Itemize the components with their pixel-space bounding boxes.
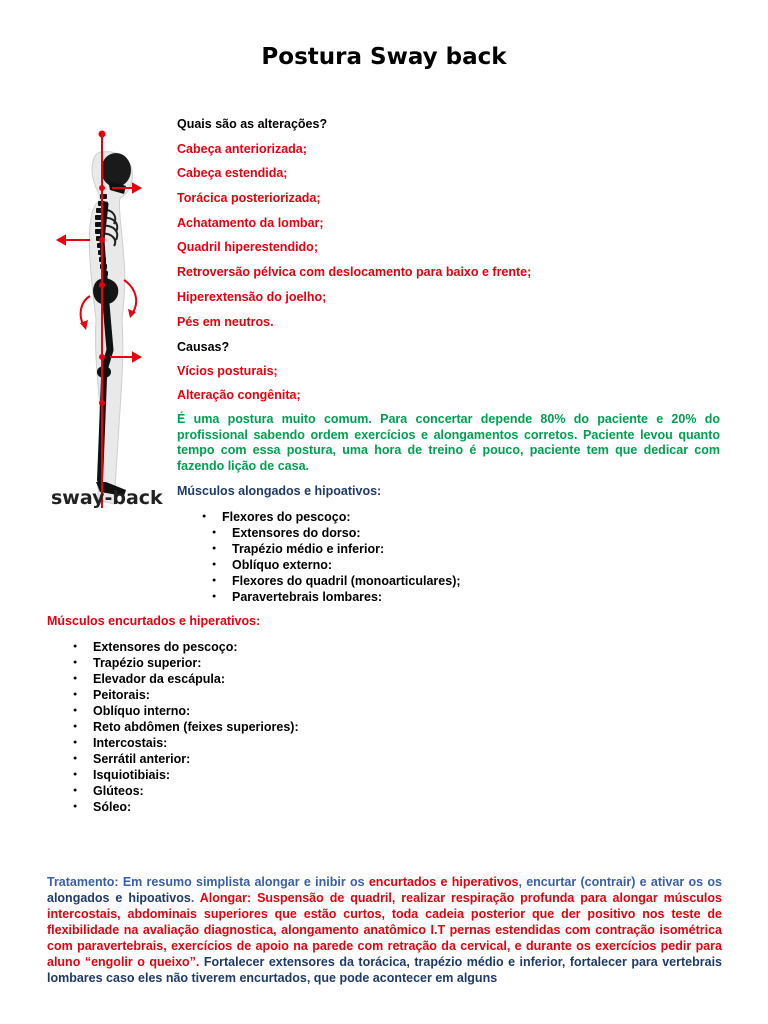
alteracao-item: Hiperextensão do joelho; <box>177 290 327 304</box>
alongados-heading: Músculos alongados e hipoativos: <box>177 484 382 498</box>
figure-caption: sway-back <box>51 487 163 509</box>
page-title: Postura Sway back <box>261 44 507 70</box>
tratamento-alongar: Alongar: Suspensão de quadril, realizar respiração profunda para alongar músculos intercostais, abdominais superiores que estão curtos, toda cadeia posterior que der positivo nos teste de flexibilidade na avaliação diagnostica, alongamento anatômico I.T pernas estendidas com contração isométrica com paravertebrais, exercícios de apoio na parede com retração da cervical, e durante os exercícios pedir para aluno “engolir o queixo”. <box>47 891 722 969</box>
list-item: ● Serrátil anterior: <box>93 751 299 767</box>
alteracao-item: Retroversão pélvica com deslocamento para baixo e frente; <box>177 265 532 279</box>
tratamento-separator: . <box>190 891 200 905</box>
alteracao-item: Achatamento da lombar; <box>177 216 324 230</box>
alteracao-item: Cabeça anteriorizada; <box>177 142 307 156</box>
tratamento-paragraph <box>47 874 722 986</box>
tratamento-alongados: alongados e hipoativos <box>47 891 191 905</box>
alongados-first-list <box>222 509 351 525</box>
causa-item: Alteração congênita; <box>177 388 301 402</box>
alteracoes-question: Quais são as alterações? <box>177 117 328 131</box>
list-item: ● Extensores do dorso: <box>232 525 461 541</box>
list-item: ● Reto abdômen (feixes superiores): <box>93 719 299 735</box>
alteracao-item: Cabeça estendida; <box>177 166 288 180</box>
list-item: ● Isquiotibiais: <box>93 767 299 783</box>
tratamento-encurtados: encurtados e hiperativos <box>368 875 519 889</box>
list-item: ● Sóleo: <box>93 799 299 815</box>
list-item: ● Elevador da escápula: <box>93 671 299 687</box>
encurtados-heading: Músculos encurtados e hiperativos: <box>47 614 261 628</box>
list-item: ● Intercostais: <box>93 735 299 751</box>
alteracao-item: Pés em neutros. <box>177 315 274 329</box>
sway-back-skeleton-illustration <box>40 120 170 520</box>
tratamento-encurtar: , encurtar (contrair) e ativar os os <box>518 875 722 889</box>
alteracao-item: Torácica posteriorizada; <box>177 191 321 205</box>
tratamento-fortalecer: Fortalecer extensores da torácica, trapézio médio e inferior, fortalecer para vertebrais lombares caso eles não tiverem encurtados, que pode acontecer em alguns <box>47 955 722 985</box>
list-item: ● Flexores do quadril (monoarticulares); <box>232 573 461 589</box>
list-item: ● Oblíquo interno: <box>93 703 299 719</box>
alongados-list <box>232 525 461 605</box>
list-item: ● Trapézio superior: <box>93 655 299 671</box>
list-item: ● Trapézio médio e inferior: <box>232 541 461 557</box>
list-item: ● Flexores do pescoço: <box>222 509 351 525</box>
encurtados-list <box>93 639 299 815</box>
list-item: ● Extensores do pescoço: <box>93 639 299 655</box>
list-item: ● Glúteos: <box>93 783 299 799</box>
tratamento-intro: Tratamento: Em resumo simplista alongar e inibir os <box>47 875 369 889</box>
list-item: ● Peitorais: <box>93 687 299 703</box>
causa-item: Vícios posturais; <box>177 364 278 378</box>
causas-question: Causas? <box>177 340 230 354</box>
list-item: ● Oblíquo externo: <box>232 557 461 573</box>
list-item: ● Paravertebrais lombares: <box>232 589 461 605</box>
comentario-paragraph: É uma postura muito comum. Para concertar depende 80% do paciente e 20% do profissional sabendo ordem exercícios e alongamentos corretos. Paciente levou quanto tempo com essa postura, uma hora de treino é pouco, paciente tem que dedicar com fazendo lição de casa. <box>177 412 720 473</box>
alteracao-item: Quadril hiperestendido; <box>177 240 318 254</box>
